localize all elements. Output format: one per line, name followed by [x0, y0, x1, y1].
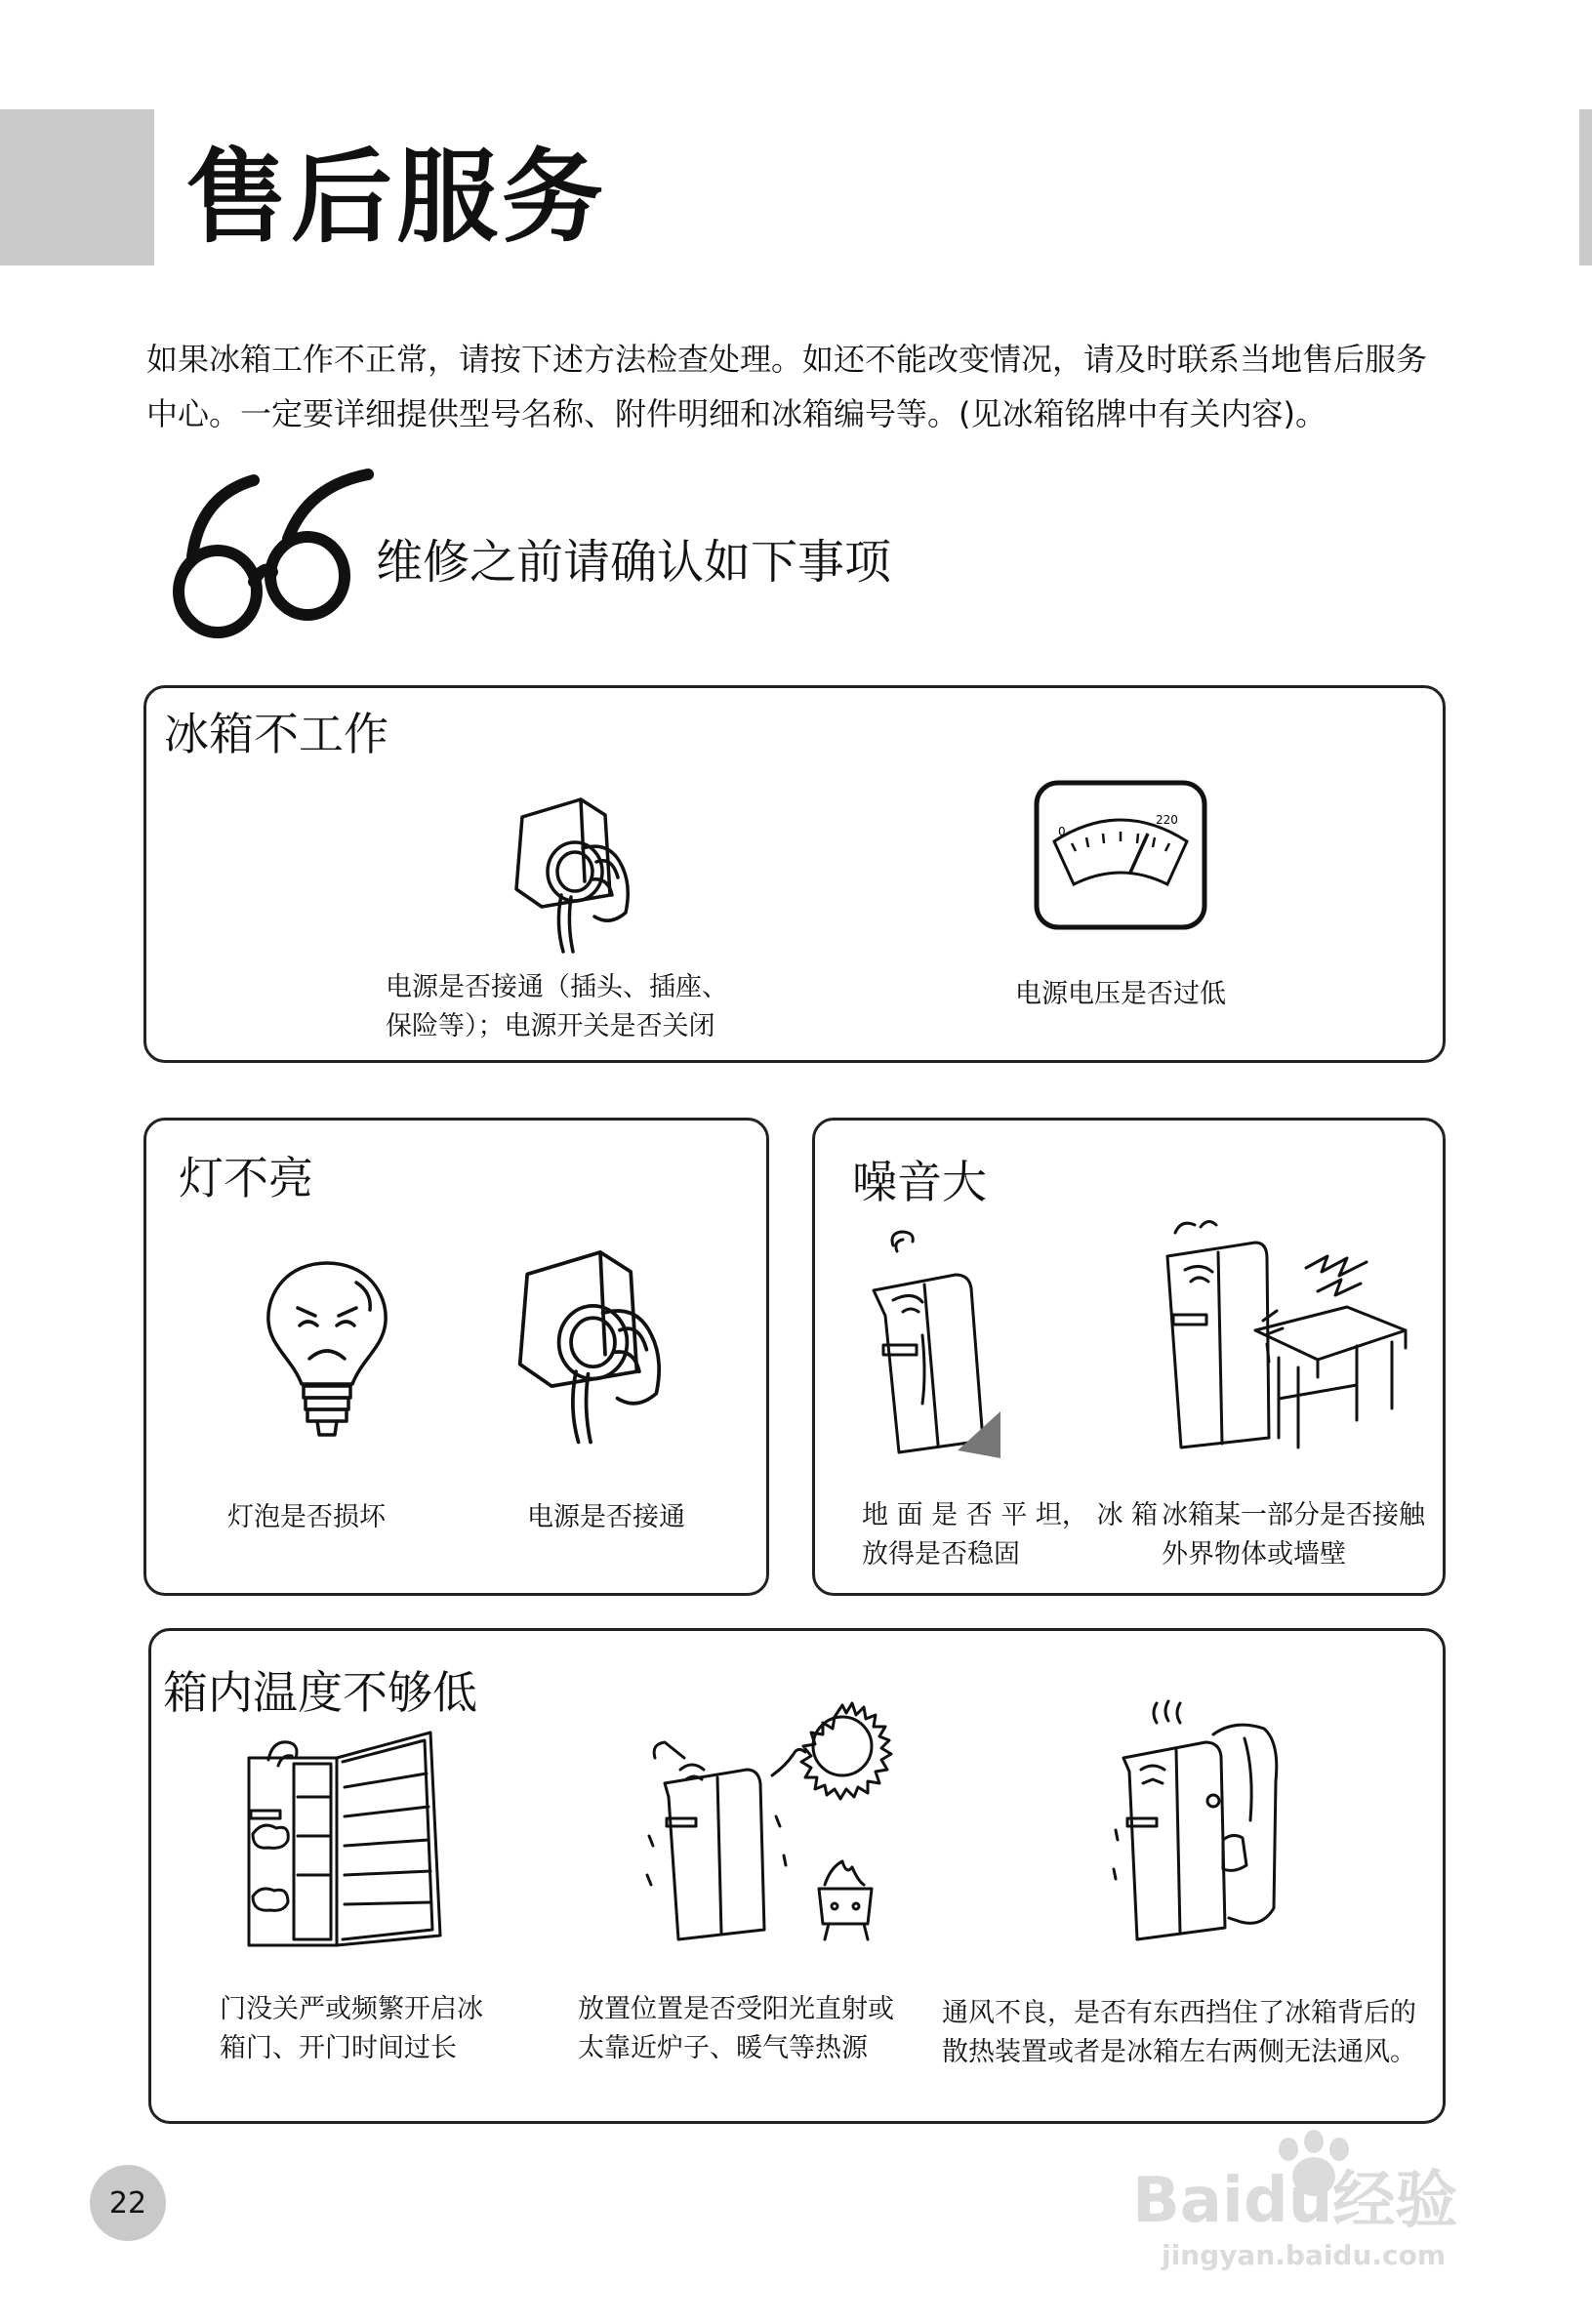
section-not-cold: [148, 1628, 1446, 2124]
intro-paragraph: [146, 332, 1454, 441]
caption-line: 外界物体或墙壁: [1162, 1539, 1346, 1570]
section-noisy: [812, 1118, 1446, 1596]
page-number-text: 22: [108, 2185, 147, 2221]
caption-line: 通风不良，是否有东西挡住了冰箱背后的: [942, 1998, 1416, 2028]
page-number: [90, 2165, 166, 2241]
caption-bulb: 灯泡是否损坏: [227, 1502, 386, 1532]
checklist-heading: 维修之前请确认如下事项: [376, 535, 892, 590]
caption-line: 太靠近炉子、暖气等热源: [578, 2033, 868, 2063]
caption-line: 地 面 是 否 平 坦， 冰 箱: [862, 1500, 1159, 1530]
caption-heat-source: [578, 1990, 894, 2068]
caption-line: 放得是否稳固: [862, 1539, 1020, 1570]
section-title: 箱内温度不够低: [163, 1666, 477, 1719]
caption-line: 散热装置或者是冰箱左右两侧无法通风。: [942, 2037, 1416, 2067]
meter-max-label: 220: [1156, 813, 1178, 827]
caption-line: 放置位置是否受阳光直射或: [578, 1994, 894, 2024]
hot-fridge-sun-icon: [639, 1690, 913, 1943]
caption-voltage: 电源电压是否过低: [1015, 979, 1226, 1009]
section-light-off: [143, 1118, 769, 1596]
watermark-brand: Baidu经验: [1132, 2165, 1458, 2237]
baidu-watermark-logo: [1123, 2128, 1493, 2274]
caption-contact: [1162, 1496, 1425, 1574]
tilted-fridge-icon: [864, 1218, 1020, 1462]
caption-line: 保险等）；电源开关是否关闭: [386, 1011, 715, 1041]
blocked-vent-fridge-icon: [1108, 1693, 1303, 1947]
intro-line-1: 如果冰箱工作不正常，请按下述方法检查处理。如还不能改变情况，请及时联系当地售后服务: [146, 341, 1428, 378]
caption-power: 电源是否接通: [527, 1502, 685, 1532]
glasses-icon: [161, 467, 395, 652]
caption-plug-check: [386, 968, 728, 1046]
plug-socket-icon: [503, 788, 659, 954]
voltmeter-icon: [1033, 779, 1208, 935]
sad-bulb-icon: [259, 1257, 395, 1443]
meter-min-label: 0: [1058, 825, 1066, 838]
header-grey-tab-right: [1579, 109, 1592, 265]
intro-line-2: 中心。一定要详细提供型号名称、附件明细和冰箱编号等。(见冰箱铭牌中有关内容)。: [146, 395, 1327, 432]
caption-line: 箱门、开门时间过长: [220, 2033, 457, 2063]
section-not-working: [143, 685, 1446, 1063]
section-title: 灯不亮: [179, 1152, 313, 1204]
section-title: 噪音大: [852, 1156, 987, 1208]
section-title: 冰箱不工作: [164, 708, 388, 760]
header-grey-tab: [0, 109, 154, 265]
page-title: 售后服务: [185, 138, 608, 257]
plug-socket-icon: [503, 1238, 698, 1445]
caption-floor: [862, 1496, 1158, 1574]
fridge-touching-table-icon: [1162, 1213, 1406, 1467]
caption-ventilation: [942, 1994, 1416, 2072]
caption-door: [220, 1990, 483, 2068]
watermark-url: jingyan.baidu.com: [1162, 2239, 1447, 2271]
open-fridge-icon: [239, 1719, 454, 1953]
caption-line: 冰箱某一部分是否接触: [1162, 1500, 1425, 1530]
caption-line: 电源是否接通（插头、插座、: [386, 972, 728, 1002]
caption-line: 门没关严或频繁开启冰: [220, 1994, 483, 2024]
